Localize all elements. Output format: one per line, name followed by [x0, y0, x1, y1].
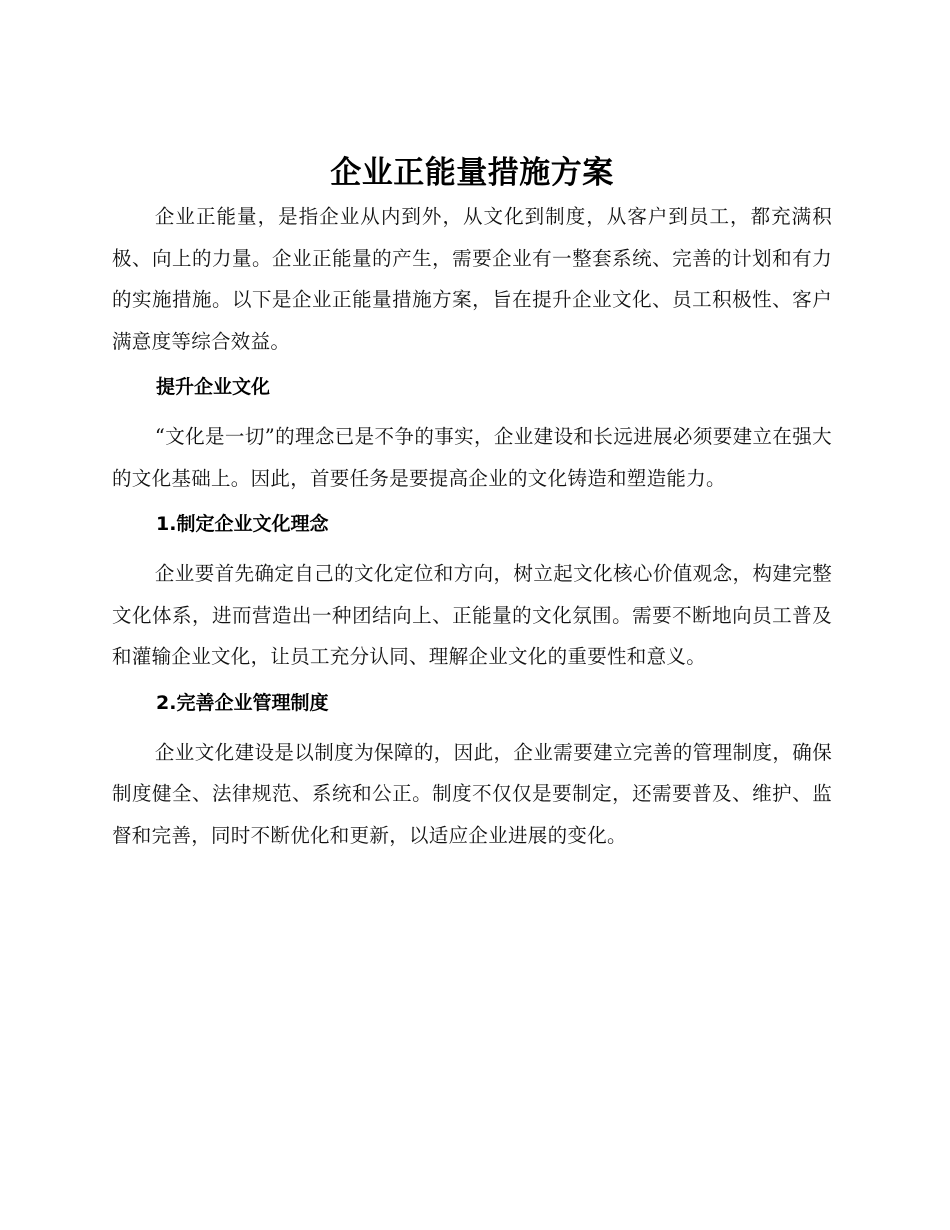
section-body-culture-concept: 企业要首先确定自己的文化定位和方向，树立起文化核心价值观念，构建完整文化体系，进而营造出一种团结向上、正能量的文化氛围。需要不断地向员工普及和灌输企业文化，让员工充分认同、理解企业文化的重要性和意义。: [112, 562, 832, 668]
spacer: [112, 539, 832, 553]
section-heading-culture-concept: 1.制定企业文化理念: [156, 513, 329, 535]
spacer: [112, 402, 832, 416]
intro-paragraph: 企业正能量，是指企业从内到外，从文化到制度，从客户到员工，都充满积极、向上的力量。企业正能量的产生，需要企业有一整套系统、完善的计划和有力的实施措施。以下是企业正能量措施方案，旨在提升企业文化、员工积极性、客户满意度等综合效益。: [112, 205, 832, 353]
document-page: [112, 150, 832, 856]
section-heading-management-system: 2.完善企业管理制度: [156, 691, 329, 714]
spacer: [112, 678, 832, 688]
spacer: [112, 362, 832, 372]
section-body-management-system: 企业文化建设是以制度为保障的，因此，企业需要建立完善的管理制度，确保制度健全、法律规范、系统和公正。制度不仅仅是要制定，还需要普及、维护、监督和完善，同时不断优化和更新，以适应企业进展的变化。: [112, 740, 832, 847]
section-body-culture: “文化是一切”的理念已是不争的事实，企业建设和长远进展必须要建立在强大的文化基础上。因此，首要任务是要提高企业的文化铸造和塑造能力。: [112, 425, 832, 490]
section-heading-culture: 提升企业文化: [156, 376, 271, 398]
spacer: [112, 499, 832, 509]
spacer: [112, 718, 832, 732]
document-title: 企业正能量措施方案: [330, 155, 614, 191]
